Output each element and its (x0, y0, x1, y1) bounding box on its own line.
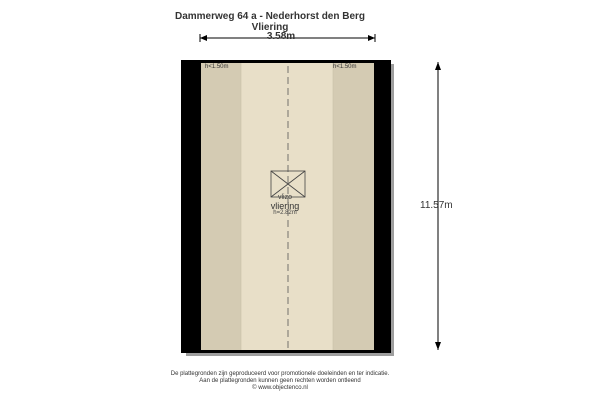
low-zone-left (201, 63, 241, 350)
copyright-line: © www.objectenco.nl (252, 385, 308, 391)
low-zone-right (333, 63, 374, 350)
low-height-note-right: h<1.50m (333, 64, 357, 70)
floor-title: Vliering (251, 22, 289, 33)
room-name: vliering (270, 201, 300, 211)
disclaimer-line-1: De plattegronden zijn geproduceerd voor promotionele doeleinden en ter indicatie. (170, 371, 390, 377)
height-label: 11.57m (420, 200, 453, 211)
room-code: vlizo (277, 194, 292, 201)
address-title: Dammerweg 64 a - Nederhorst den Berg (174, 11, 366, 22)
width-label: 3.58m (266, 31, 296, 42)
low-height-note-left: h<1.50m (205, 64, 229, 70)
disclaimer-line-2: Aan de plattegronden kunnen geen rechten worden ontleend (199, 378, 361, 384)
room-height: h=2.82m (273, 210, 297, 216)
